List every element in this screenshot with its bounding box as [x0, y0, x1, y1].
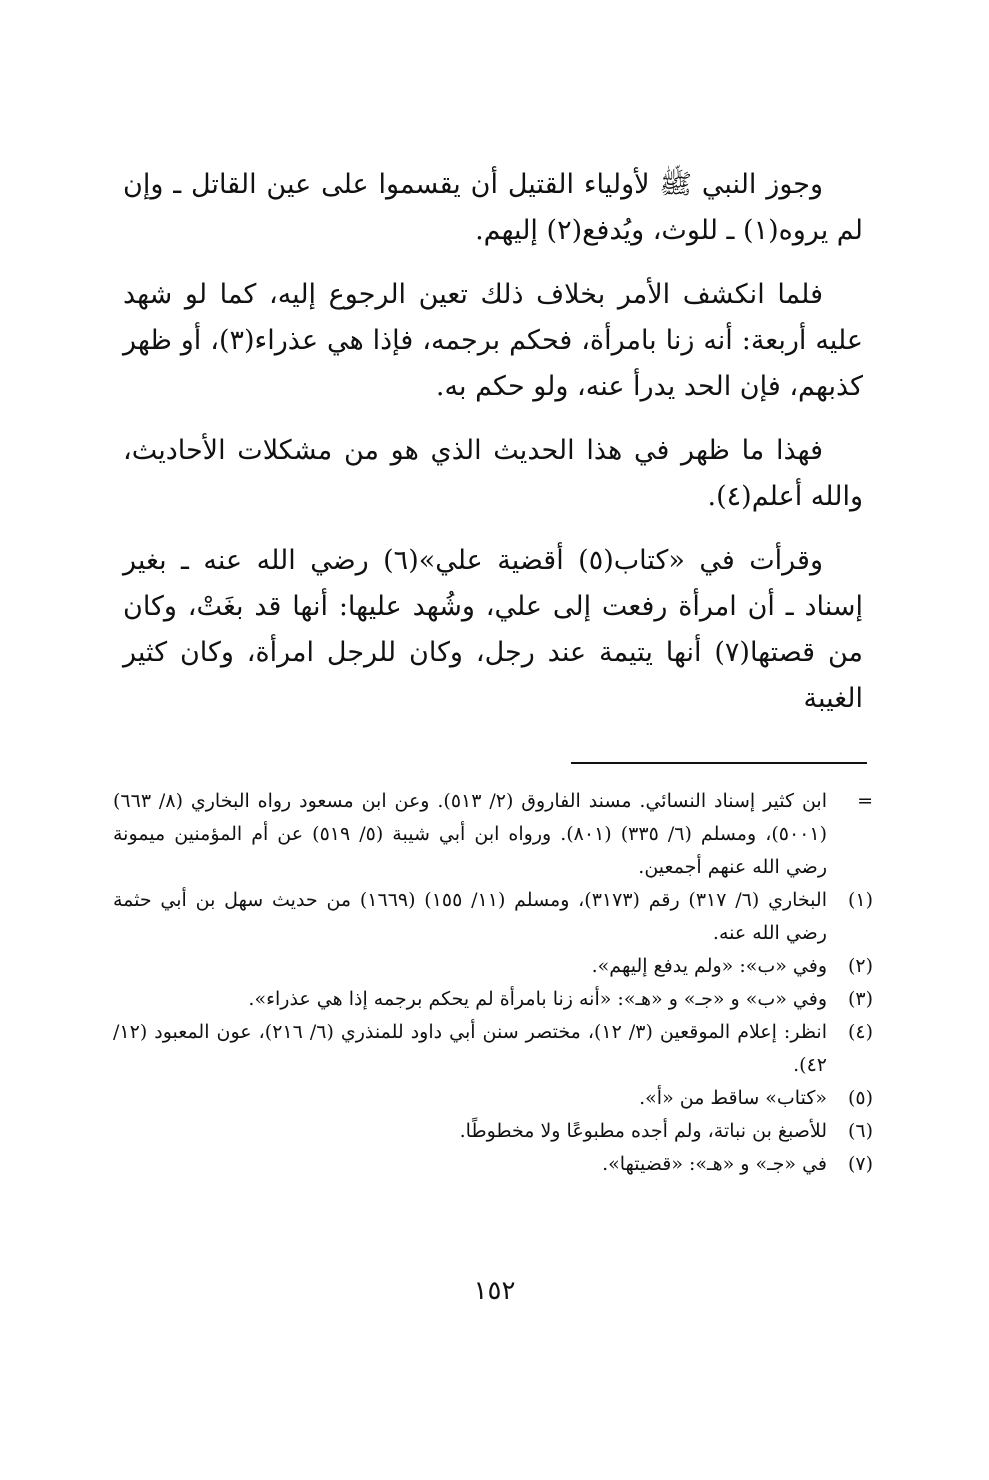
footnote-text: «كتاب» ساقط من «أ».: [639, 1087, 827, 1109]
footnote-text: في «جـ» و «هـ»: «قضيتها».: [602, 1153, 827, 1175]
footnote-number: (٥): [847, 1087, 873, 1109]
footnote-text: البخاري (٦/ ٣١٧) رقم (٣١٧٣)، ومسلم (١١/ ١٥٥) (١٦٦٩) من حديث سهل بن أبي حثمة رضي الله عنه.: [113, 889, 827, 944]
paragraph-3: فهذا ما ظهر في هذا الحديث الذي هو من مشكلات الأحاديث، والله أعلم(٤).: [123, 435, 863, 512]
footnote-6: [113, 1115, 873, 1148]
footnote-3: [113, 983, 873, 1016]
footnote-number: (٤): [847, 1021, 873, 1043]
footnote-separator: [571, 762, 867, 764]
footnote-number: =: [857, 790, 873, 812]
paragraph-4: وقرأت في «كتاب(٥) أقضية علي»(٦) رضي الله عنه ـ بغير إسناد ـ أن امرأة رفعت إلى علي، وشُهد عليها: أنها قد بغَتْ، وكان من قصتها(٧) أنها يتيمة عند رجل، وكان للرجل امرأة، وكان كثير الغيبة: [123, 545, 863, 714]
paragraph-2: فلما انكشف الأمر بخلاف ذلك تعين الرجوع إليه، كما لو شهد عليه أربعة: أنه زنا بامرأة، فحكم برجمه، فإذا هي عذراء(٣)، أو ظهر كذبهم، فإن الحد يدرأ عنه، ولو حكم به.: [123, 279, 863, 402]
footnote-2: [113, 950, 873, 983]
footnote-text: انظر: إعلام الموقعين (٣/ ١٢)، مختصر سنن أبي داود للمنذري (٦/ ٢١٦)، عون المعبود (١٢/ ٤٢).: [113, 1021, 827, 1076]
footnote-text: وفي «ب»: «ولم يدفع إليهم».: [591, 955, 827, 977]
footnote-text: وفي «ب» و «جـ» و «هـ»: «أنه زنا بامرأة لم يحكم برجمه إذا هي عذراء».: [248, 988, 827, 1010]
footnote-continuation: [113, 785, 873, 884]
footnote-7: [113, 1148, 873, 1181]
footnote-number: (١): [847, 889, 873, 911]
main-text: [123, 162, 863, 740]
footnote-number: (٢): [847, 955, 873, 977]
paragraph-1: وجوز النبي ﷺ لأولياء القتيل أن يقسموا على عين القاتل ـ وإن لم يروه(١) ـ للوث، ويُدفع(٢) إليهم.: [123, 169, 863, 246]
footnote-text: ابن كثير إسناد النسائي. مسند الفاروق (٢/ ٥١٣). وعن ابن مسعود رواه البخاري (٨/ ٦٦٣) (٥٠٠١)، ومسلم (٦/ ٣٣٥) (٨٠١). ورواه ابن أبي شيبة (٥/ ٥١٩) عن أم المؤمنين ميمونة رضي الله عنهم أجمعين.: [113, 790, 827, 878]
footnote-4: [113, 1016, 873, 1082]
footnote-text: للأصبغ بن نباتة، ولم أجده مطبوعًا ولا مخطوطًا.: [459, 1120, 827, 1142]
footnote-number: (٧): [847, 1153, 873, 1175]
footnote-number: (٣): [847, 988, 873, 1010]
footnote-number: (٦): [847, 1120, 873, 1142]
footnote-1: [113, 884, 873, 950]
footnote-5: [113, 1082, 873, 1115]
page-number: ١٥٢: [473, 1276, 516, 1306]
footnotes: [113, 785, 873, 1181]
